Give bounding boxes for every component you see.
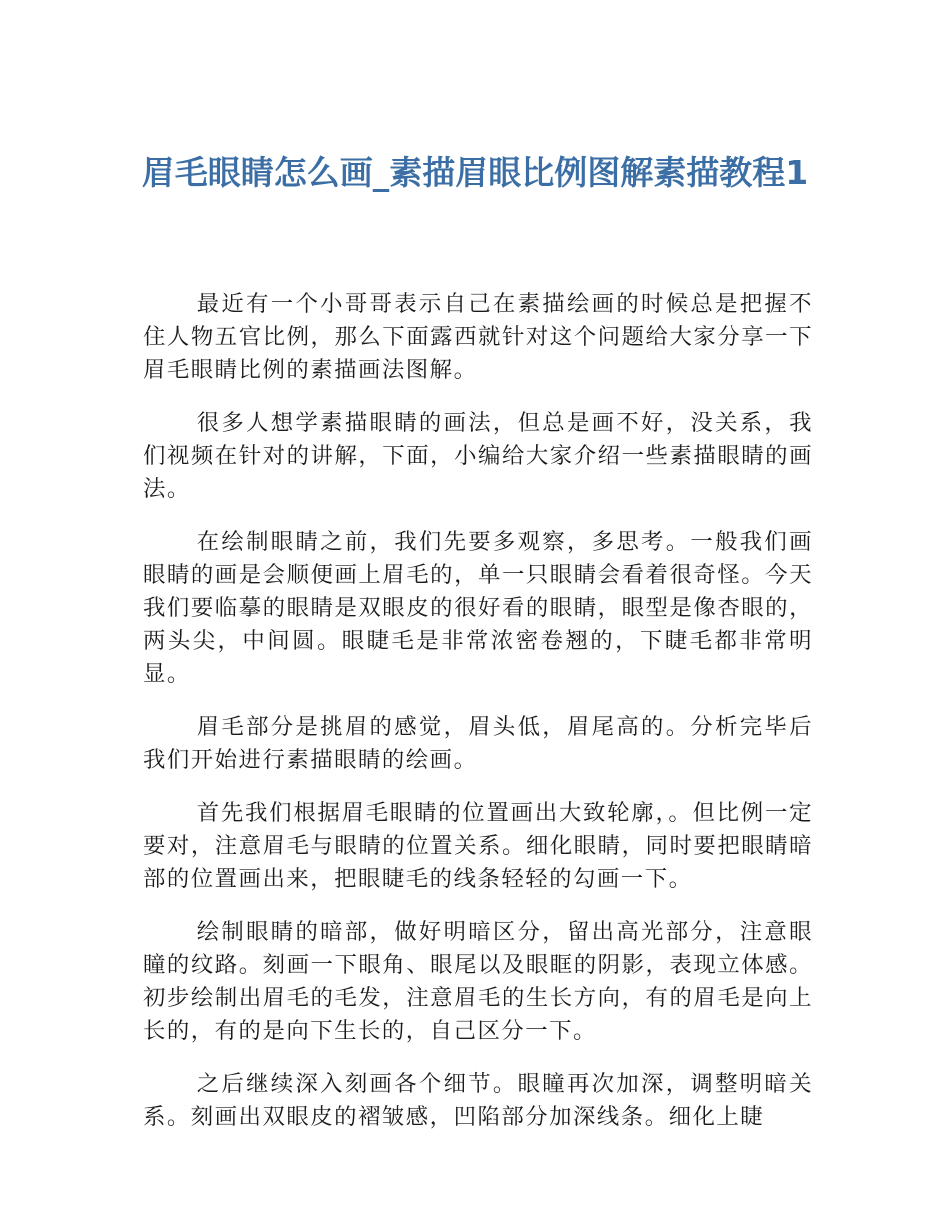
document-body bbox=[143, 288, 813, 1154]
paragraph: 绘制眼睛的暗部，做好明暗区分，留出高光部分，注意眼瞳的纹路。刻画一下眼角、眼尾以及眼眶的阴影，表现立体感。初步绘制出眉毛的毛发，注意眉毛的生长方向，有的眉毛是向上长的，有的是向下生长的，自己区分一下。 bbox=[143, 919, 813, 1044]
paragraph: 在绘制眼睛之前，我们先要多观察，多思考。一般我们画眼睛的画是会顺便画上眉毛的，单一只眼睛会看着很奇怪。今天我们要临摹的眼睛是双眼皮的很好看的眼睛，眼型是像杏眼的，两头尖，中间圆。眼睫毛是非常浓密卷翘的，下睫毛都非常明显。 bbox=[143, 529, 813, 687]
paragraph: 之后继续深入刻画各个细节。眼瞳再次加深，调整明暗关系。刻画出双眼皮的褶皱感，凹陷部分加深线条。细化上睫 bbox=[143, 1071, 813, 1130]
paragraph: 最近有一个小哥哥表示自己在素描绘画的时候总是把握不住人物五官比例，那么下面露西就针对这个问题给大家分享一下眉毛眼睛比例的素描画法图解。 bbox=[143, 291, 813, 383]
paragraph: 首先我们根据眉毛眼睛的位置画出大致轮廓，。但比例一定要对，注意眉毛与眼睛的位置关系。细化眼睛，同时要把眼睛暗部的位置画出来，把眼睫毛的线条轻轻的勾画一下。 bbox=[143, 800, 813, 892]
paragraph: 很多人想学素描眼睛的画法，但总是画不好，没关系，我们视频在针对的讲解，下面，小编给大家介绍一些素描眼睛的画法。 bbox=[143, 410, 813, 502]
paragraph: 眉毛部分是挑眉的感觉，眉头低，眉尾高的。分析完毕后我们开始进行素描眼睛的绘画。 bbox=[143, 714, 813, 773]
document-title: 眉毛眼睛怎么画_素描眉眼比例图解素描教程1 bbox=[141, 153, 809, 192]
